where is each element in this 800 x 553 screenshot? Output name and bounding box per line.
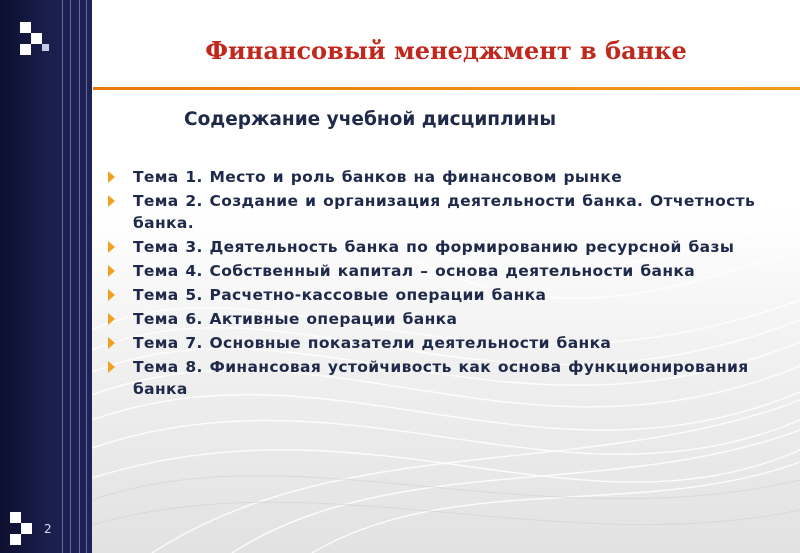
bullet-arrow-icon (108, 171, 115, 183)
list-item (108, 190, 788, 234)
sidebar-line (79, 0, 80, 553)
list-item (108, 308, 788, 330)
sidebar-line (62, 0, 63, 553)
topic-text: Тема 3. Деятельность банка по формированию ресурсной базы (133, 238, 735, 256)
list-item (108, 332, 788, 354)
bullet-arrow-icon (108, 289, 115, 301)
left-sidebar-decoration (0, 0, 92, 553)
topic-text: Тема 8. Финансовая устойчивость как основа функционирования банка (133, 358, 749, 398)
square-decoration (20, 44, 31, 55)
slide-title: Финансовый менеджмент в банке (205, 36, 687, 65)
list-item (108, 166, 788, 188)
list-item (108, 260, 788, 282)
bullet-arrow-icon (108, 313, 115, 325)
sidebar-line (86, 0, 87, 553)
list-item (108, 356, 788, 400)
topic-text: Тема 1. Место и роль банков на финансовом рынке (133, 168, 623, 186)
bullet-arrow-icon (108, 195, 115, 207)
square-decoration (10, 534, 21, 545)
slide-subtitle: Содержание учебной дисциплины (184, 109, 557, 130)
square-decoration (21, 523, 32, 534)
topic-text: Тема 7. Основные показатели деятельности банка (133, 334, 612, 352)
square-decoration (42, 44, 49, 51)
sidebar-line (70, 0, 71, 553)
topic-text: Тема 4. Собственный капитал – основа деятельности банка (133, 262, 696, 280)
topic-text: Тема 6. Активные операции банка (133, 310, 458, 328)
slide-number: 2 (44, 522, 52, 536)
bullet-arrow-icon (108, 337, 115, 349)
topic-text: Тема 2. Создание и организация деятельности банка. Отчетность банка. (133, 192, 756, 232)
square-decoration (20, 22, 31, 33)
title-divider (93, 87, 800, 90)
topic-list (108, 166, 788, 402)
list-item (108, 236, 788, 258)
square-decoration (31, 33, 42, 44)
topic-text: Тема 5. Расчетно-кассовые операции банка (133, 286, 547, 304)
bullet-arrow-icon (108, 241, 115, 253)
list-item (108, 284, 788, 306)
bullet-arrow-icon (108, 265, 115, 277)
bullet-arrow-icon (108, 361, 115, 373)
square-decoration (10, 512, 21, 523)
